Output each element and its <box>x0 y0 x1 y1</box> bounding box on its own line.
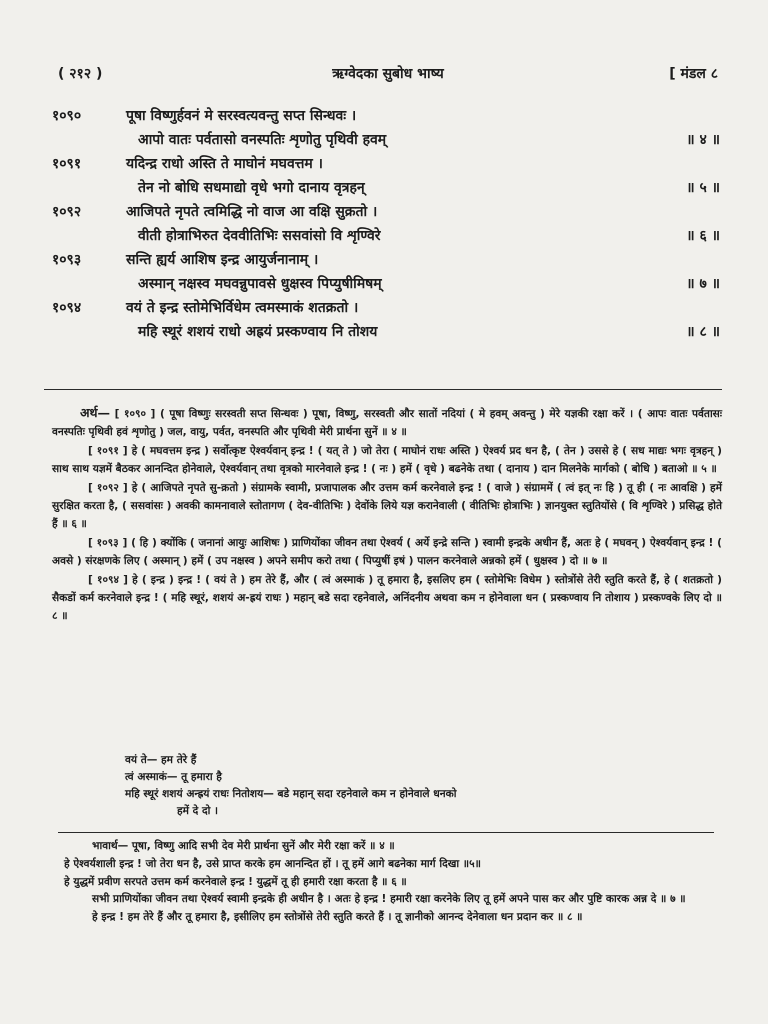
verse-mark: ॥ ५ ॥ <box>686 180 720 196</box>
verse-line <box>52 320 720 344</box>
verse-text: महि स्थूरं शशयं राधो अह्रयं प्रस्कण्वाय नि तोशय <box>138 324 378 340</box>
meaning-lead: अर्थ— <box>80 405 111 420</box>
summary-line: हे ऐश्वर्यशाली इन्द्र ! जो तेरा धन है, उसे प्राप्त करके हम आनन्दित हों । तू हमें आगे बढनेका मार्ग दिखा ॥५॥ <box>64 857 481 870</box>
meaning-text: [ १०९० ] ( पूषा विष्णुः सरस्वती सप्त सिन्धवः ) पूषा, विष्णु, सरस्वती और सातों नदियां ( मे हवम् अवन्तु ) मेरे यज्ञकी रक्षा करें । ( आपः वातः पर्वतासः वनस्पतिः पृथिवी हवं शृणोतु ) जल, वायु, पर्वत, वनस्पति और पृथिवी मेरी प्रार्थना सुनें ॥ ४ ॥ <box>52 408 722 438</box>
verse-number: १०९४ <box>52 300 82 316</box>
verse-text: पूषा विष्णुर्हवनं मे सरस्वत्यवन्तु सप्त सिन्धवः । <box>126 108 357 124</box>
verse-text: आजिपते नृपते त्वमिद्धि नो वाज आ वक्षि सुक्रतो । <box>126 204 378 220</box>
meaning-paragraph: [ १०९४ ] हे ( इन्द्र ) इन्द्र ! ( वयं ते ) हम तेरे हैं, और ( त्वं अस्माकं ) तू हमारा है, इसलिए हम ( स्तोमेभिः विधेम ) स्तोत्रोंसे तेरी स्तुति करते हैं, हे ( शतक्रतो ) सैकडों कर्म करनेवाले इन्द्र ! ( महि स्थूरं, शशयं अ-ह्रयं राधः ) महान् बडे सदा रहनेवाले, अनिंदनीय अथवा कम न होनेवाला धन ( प्रस्कण्वाय नि तोशाय ) प्रस्कण्वके लिए दो ॥ ८ ॥ <box>52 574 722 622</box>
summary-lead: भावार्थ— <box>92 840 129 852</box>
verse-line <box>52 176 720 200</box>
summary-section <box>64 838 722 927</box>
word-notes <box>125 752 718 820</box>
verse-number: १०९१ <box>52 156 82 172</box>
verse-text: वयं ते इन्द्र स्तोमेभिर्विधेम त्वमस्माकं शतक्रतो । <box>126 300 359 316</box>
meaning-paragraph: [ १०९३ ] ( हि ) क्योंकि ( जनानां आयुः आशिषः ) प्राणियोंका जीवन तथा ऐश्वर्य ( अर्ये इन्द्रे सन्ति ) स्वामी इन्द्रके अधीन हैं, अतः हे ( मघवन् ) ऐश्वर्यवान् इन्द्र ! ( अवसे ) संरक्षणके लिए ( अस्मान् ) हमें ( उप नक्षस्व ) अपने समीप करो तथा ( पिप्युषीं इषं ) पालन करनेवाले अन्नको हमें ( धुक्षस्व ) दो ॥ ७ ॥ <box>52 537 722 567</box>
verse-block <box>52 104 720 344</box>
page-number: ( २१२ ) <box>58 66 103 82</box>
verse-text: आपो वातः पर्वतासो वनस्पतिः शृणोतु पृथिवी हवम् <box>138 132 387 148</box>
verse-line <box>52 200 720 224</box>
word-note: त्वं अस्माकं— तू हमारा है <box>125 771 222 783</box>
meaning-paragraph: [ १०९१ ] हे ( मघवत्तम इन्द्र ) सर्वोत्कृष्ट ऐश्वर्यवान् इन्द्र ! ( यत् ते ) जो तेरा ( माघोनं राधः अस्ति ) ऐश्वर्य प्रद धन है, ( तेन ) उससे हे ( सध माद्यः भगः वृत्रहन् ) साथ साथ यज्ञमें बैठकर आनन्दित होनेवाले, ऐश्वर्यवान् तथा वृत्रको मारनेवाले इन्द्र ! ( नः ) हमें ( वृधे ) बढनेके तथा ( दानाय ) दान मिलनेके मार्गको ( बोधि ) बताओ ॥ ५ ॥ <box>52 445 722 475</box>
verse-mark: ॥ ७ ॥ <box>686 276 720 292</box>
verse-line <box>52 224 720 248</box>
verse-line <box>52 152 720 176</box>
meaning-paragraph: [ १०९२ ] हे ( आजिपते नृपते सु-क्रतो ) संग्रामके स्वामी, प्रजापालक और उत्तम कर्म करनेवाले इन्द्र ! ( वाजे ) संग्राममें ( त्वं इत् नः हि ) तू ही ( नः आवक्षि ) हमें सुरक्षित करता है, ( ससवांसः ) अवकी कामनावाले स्तोतागण ( देव-वीतिभिः ) देवोंके लिये यज्ञ करानेवाली ( वीतिभिः होत्राभिः ) ज्ञानयुक्त स्तुतियोंसे ( वि शृण्विरे ) प्रसिद्ध होते हैं ॥ ६ ॥ <box>52 482 722 530</box>
verse-line <box>52 296 720 320</box>
verse-mark: ॥ ६ ॥ <box>686 228 720 244</box>
verse-line <box>52 272 720 296</box>
word-note: हमें दे दो । <box>177 805 219 817</box>
verse-line <box>52 104 720 128</box>
divider-rule <box>58 832 714 833</box>
summary-line: हे इन्द्र ! हम तेरे हैं और तू हमारा है, इसीलिए हम स्तोत्रोंसे तेरी स्तुति करते हैं । तू ज्ञानीको आनन्द देनेवाला धन प्रदान कर ॥ ८ ॥ <box>92 911 583 924</box>
divider-rule <box>44 389 722 390</box>
meaning-section <box>52 404 722 627</box>
verse-number: १०९३ <box>52 252 82 268</box>
summary-line: हे युद्धमें प्रवीण सरपते उत्तम कर्म करनेवाले इन्द्र ! युद्धमें तू ही हमारी रक्षा करता है ॥ ६ ॥ <box>64 875 407 888</box>
verse-line <box>52 128 720 152</box>
verse-text: अस्मान् नक्षस्व मघवन्नुपावसे धुक्षस्व पिप्युषीमिषम् <box>138 276 382 292</box>
verse-number: १०९० <box>52 108 82 124</box>
meaning-paragraph <box>52 404 722 441</box>
verse-text: वीती होत्राभिरुत देववीतिभिः ससवांसो वि शृण्विरे <box>138 228 381 244</box>
summary-line <box>64 838 722 856</box>
verse-mark: ॥ ८ ॥ <box>686 324 720 340</box>
verse-number: १०९२ <box>52 204 82 220</box>
verse-text: यदिन्द्र राधो अस्ति ते माघोनं मघवत्तम । <box>126 156 323 172</box>
verse-text: सन्ति ह्यर्य आशिष इन्द्र आयुर्जनानाम् । <box>126 252 319 268</box>
running-title: ऋग्वेदका सुबोध भाष्य <box>332 66 444 82</box>
summary-text: पूषा, विष्णु आदि सभी देव मेरी प्रार्थना सुनें और मेरी रक्षा करें ॥ ४ ॥ <box>131 840 395 852</box>
summary-line: सभी प्राणियोंका जीवन तथा ऐश्वर्य स्वामी इन्द्रके ही अधीन है । अतः हे इन्द्र ! हमारी रक्षा करनेके लिए तू हमें अपने पास कर और पुष्टि कारक अन्न दे ॥ ७ ॥ <box>92 893 686 906</box>
verse-mark: ॥ ४ ॥ <box>686 132 720 148</box>
word-note: वयं ते— हम तेरे हैं <box>125 754 197 766</box>
verse-text: तेन नो बोधि सधमाद्यो वृधे भगो दानाय वृत्रहन् <box>138 180 365 196</box>
verse-line <box>52 248 720 272</box>
page-header <box>58 64 718 88</box>
section-label: [ मंडल ८ <box>669 66 718 82</box>
word-note: महि स्थूरं शशयं अन्ह्रयं राधः नितोशय— बडे महान् सदा रहनेवाले कम न होनेवाले धनको <box>125 788 457 800</box>
